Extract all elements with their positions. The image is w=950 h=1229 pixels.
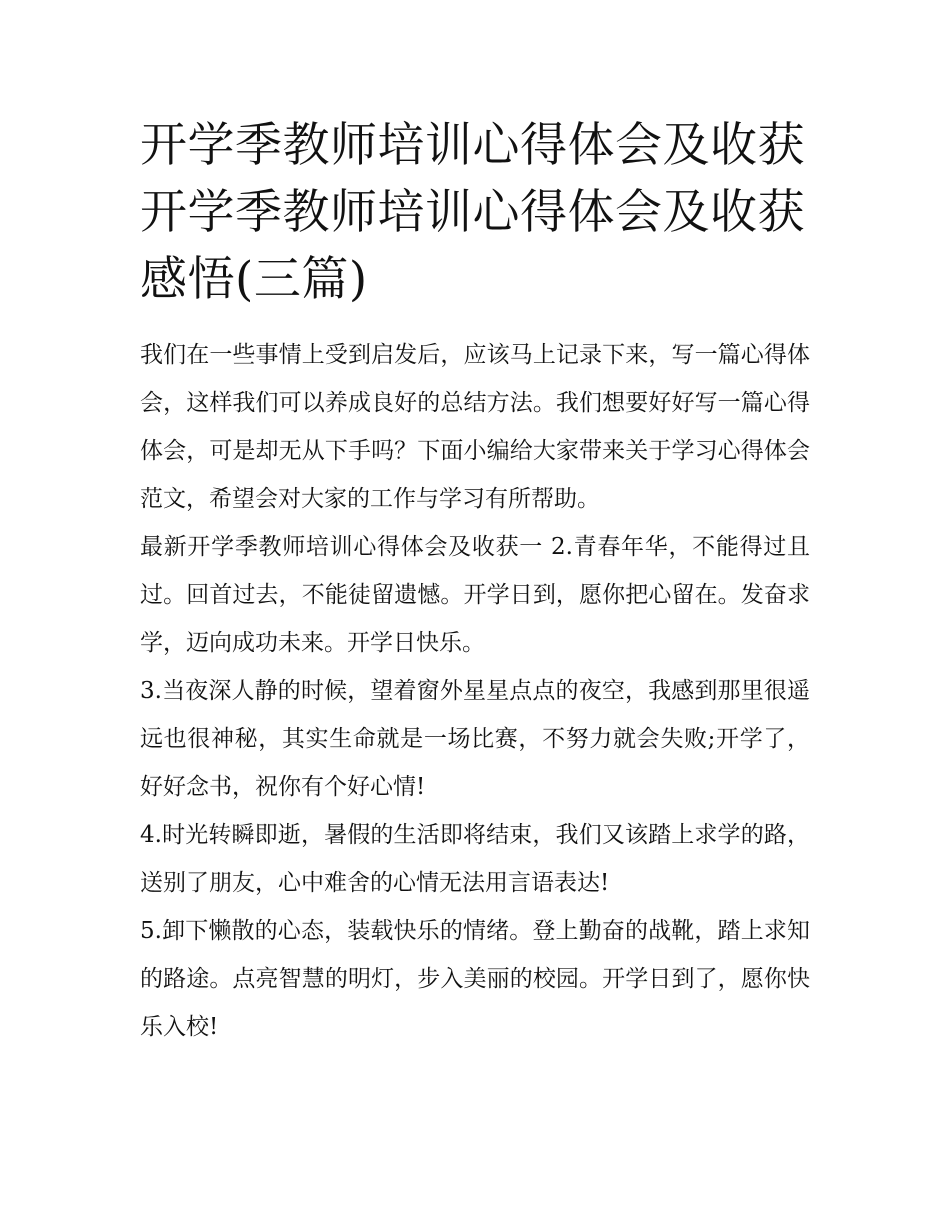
paragraph-item-3: 3.当夜深人静的时候，望着窗外星星点点的夜空，我感到那里很遥远也很神秘，其实生命就是一场比赛，不努力就会失败;开学了，好好念书，祝你有个好心情! [140,678,810,800]
document-page [140,112,810,1051]
paragraph-item-4: 4.时光转瞬即逝，暑假的生活即将结束，我们又该踏上求学的路，送别了朋友，心中难舍的心情无法用言语表达! [140,822,810,896]
paragraph-item-5: 5.卸下懒散的心态，装载快乐的情绪。登上勤奋的战靴，踏上求知的路途。点亮智慧的明灯，步入美丽的校园。开学日到了，愿你快乐入校! [140,918,810,1040]
paragraph-intro: 我们在一些事情上受到启发后，应该马上记录下来，写一篇心得体会，这样我们可以养成良好的总结方法。我们想要好好写一篇心得体会，可是却无从下手吗？下面小编给大家带来关于学习心得体会范文，希望会对大家的工作与学习有所帮助。 [140,342,810,512]
paragraph-item-2: 最新开学季教师培训心得体会及收获一 2.青春年华，不能得过且过。回首过去，不能徒留遗憾。开学日到，愿你把心留在。发奋求学，迈向成功未来。开学日快乐。 [140,534,810,656]
document-body [140,331,810,1051]
document-title: 开学季教师培训心得体会及收获 开学季教师培训心得体会及收获感悟(三篇) [140,118,805,307]
